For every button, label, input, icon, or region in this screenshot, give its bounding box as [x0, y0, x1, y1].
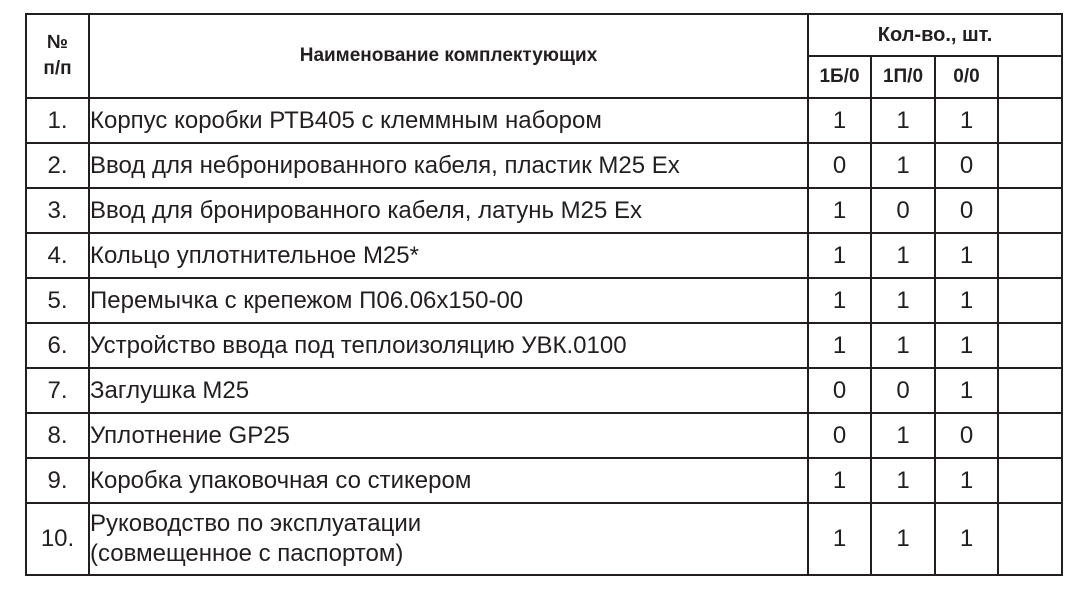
component-name: Заглушка М25 [89, 368, 808, 413]
qty-1b0: 1 [808, 278, 871, 323]
table-row [26, 323, 1062, 368]
qty-1b0: 1 [808, 503, 871, 575]
header-component-name: Наименование комплектующих [89, 14, 808, 98]
component-name: Перемычка с крепежом П06.06х150-00 [89, 278, 808, 323]
qty-00: 1 [935, 233, 998, 278]
qty-1p0: 1 [871, 278, 935, 323]
table-row [26, 278, 1062, 323]
qty-00: 0 [935, 143, 998, 188]
qty-1b0: 0 [808, 368, 871, 413]
row-number: 3. [26, 188, 89, 233]
qty-1p0: 1 [871, 98, 935, 143]
component-name: Кольцо уплотнительное М25* [89, 233, 808, 278]
table-row [26, 503, 1062, 575]
qty-1p0: 1 [871, 413, 935, 458]
qty-blank [998, 503, 1062, 575]
qty-1b0: 1 [808, 188, 871, 233]
qty-1b0: 1 [808, 233, 871, 278]
header-variant-blank [998, 56, 1062, 98]
header-number-label: п/п [43, 58, 72, 79]
table-row [26, 143, 1062, 188]
header-variant-00: 0/0 [935, 56, 998, 98]
qty-00: 1 [935, 458, 998, 503]
qty-blank [998, 143, 1062, 188]
qty-1b0: 0 [808, 413, 871, 458]
qty-1p0: 1 [871, 458, 935, 503]
table-row [26, 233, 1062, 278]
qty-00: 1 [935, 368, 998, 413]
row-number: 8. [26, 413, 89, 458]
table-row [26, 368, 1062, 413]
qty-1p0: 1 [871, 323, 935, 368]
header-variant-1b0: 1Б/0 [808, 56, 871, 98]
qty-00: 0 [935, 188, 998, 233]
row-number: 6. [26, 323, 89, 368]
header-variant-1p0: 1П/0 [871, 56, 935, 98]
qty-1p0: 1 [871, 143, 935, 188]
qty-blank [998, 413, 1062, 458]
component-name: Ввод для бронированного кабеля, латунь М25 Ex [89, 188, 808, 233]
header-quantity: Кол-во., шт. [808, 14, 1062, 56]
row-number: 4. [26, 233, 89, 278]
component-name: Корпус коробки РТВ405 с клеммным набором [89, 98, 808, 143]
table-row [26, 458, 1062, 503]
qty-blank [998, 233, 1062, 278]
component-name: Ввод для небронированного кабеля, пластик М25 Ex [89, 143, 808, 188]
qty-blank [998, 278, 1062, 323]
row-number: 9. [26, 458, 89, 503]
qty-1p0: 0 [871, 368, 935, 413]
row-number: 1. [26, 98, 89, 143]
qty-1b0: 1 [808, 323, 871, 368]
qty-blank [998, 98, 1062, 143]
header-number [26, 14, 89, 98]
qty-1p0: 1 [871, 503, 935, 575]
table-row [26, 188, 1062, 233]
table-row [26, 98, 1062, 143]
component-name: Коробка упаковочная со стикером [89, 458, 808, 503]
qty-00: 0 [935, 413, 998, 458]
qty-blank [998, 323, 1062, 368]
component-name [89, 503, 808, 575]
row-number: 2. [26, 143, 89, 188]
qty-00: 1 [935, 98, 998, 143]
row-number: 5. [26, 278, 89, 323]
qty-1p0: 1 [871, 233, 935, 278]
component-name-line-2: (совмещенное с паспортом) [90, 540, 404, 567]
qty-1b0: 1 [808, 98, 871, 143]
qty-1b0: 0 [808, 143, 871, 188]
header-number-symbol: № [46, 32, 69, 53]
qty-blank [998, 368, 1062, 413]
component-name: Уплотнение GP25 [89, 413, 808, 458]
qty-00: 1 [935, 323, 998, 368]
qty-00: 1 [935, 278, 998, 323]
component-name-line-1: Руководство по эксплуатации [90, 510, 422, 537]
table-row [26, 413, 1062, 458]
row-number: 7. [26, 368, 89, 413]
component-name: Устройство ввода под теплоизоляцию УВК.0100 [89, 323, 808, 368]
qty-blank [998, 458, 1062, 503]
qty-blank [998, 188, 1062, 233]
qty-00: 1 [935, 503, 998, 575]
row-number: 10. [26, 503, 89, 575]
qty-1b0: 1 [808, 458, 871, 503]
qty-1p0: 0 [871, 188, 935, 233]
components-table [25, 13, 1063, 576]
